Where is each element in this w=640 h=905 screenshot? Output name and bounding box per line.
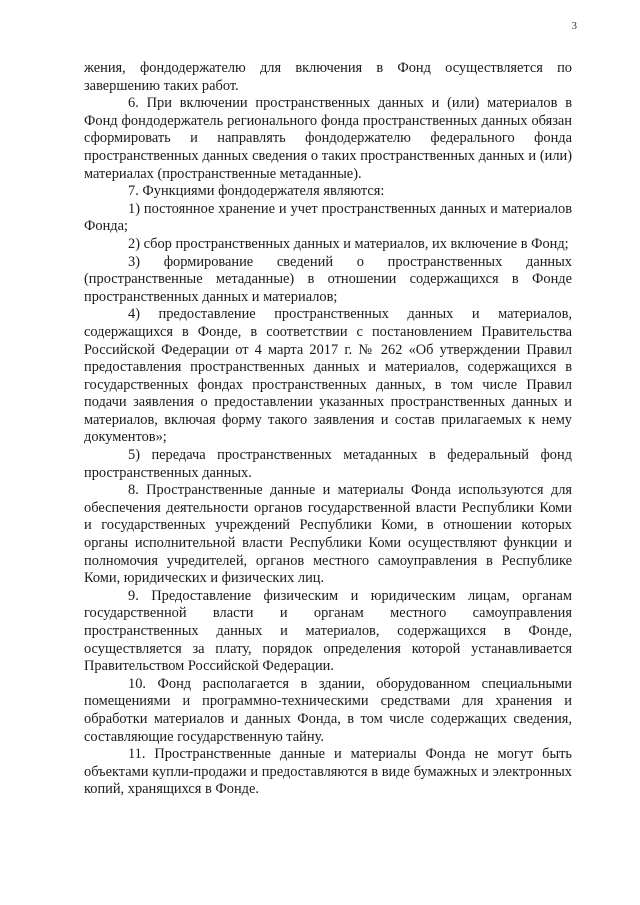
paragraph-11: 11. Пространственные данные и материалы Фонда не могут быть объектами купли-продажи и предоставляются в виде бумажных и электронных копий, хранящихся в Фонде. <box>84 746 572 798</box>
list-item-5: 5) передача пространственных метаданных в федеральный фонд пространственных данных. <box>84 447 572 481</box>
paragraph-8: 8. Пространственные данные и материалы Фонда используются для обеспечения деятельности органов государственной власти Республики Коми и государственных учреждений Республики Коми, в отношении которых органы исполнительной власти Республики Коми осуществляют функции и полномочия учредителей, органов местного самоуправления в Республике Коми, юридических и физических лиц. <box>84 482 572 587</box>
list-item-4: 4) предоставление пространственных данных и материалов, содержащихся в Фонде, в соответствии с постановлением Правительства Российской Федерации от 4 марта 2017 г. № 262 «Об утверждении Правил предоставления пространственных данных и материалов, содержащихся в государственных фондах пространственных данных, в том числе Правил подачи заявления о предоставлении указанных пространственных данных и материалов, включая форму такого заявления и состав прилагаемых к нему документов»; <box>84 306 572 446</box>
list-item-3: 3) формирование сведений о пространственных данных (пространственные метаданные) в отношении содержащихся в Фонде пространственных данных и материалов; <box>84 253 572 305</box>
page-number: 3 <box>571 20 577 32</box>
paragraph-10: 10. Фонд располагается в здании, оборудованном специальными помещениями и программно-техническими средствами для хранения и обработки материалов и данных Фонда, в том числе содержащих сведения, составляющие государственную тайну. <box>84 675 572 745</box>
paragraph-7: 7. Функциями фондодержателя являются: <box>128 183 385 200</box>
paragraph-6: 6. При включении пространственных данных и (или) материалов в Фонд фондодержатель регионального фонда пространственных данных обязан сформировать и направлять фондодержателю федерального фонда пространственных данных сведения о таких пространственных данных и (или) материалах (пространственные метаданные). <box>84 95 572 182</box>
list-item-2: 2) сбор пространственных данных и материалов, их включение в Фонд; <box>128 235 569 252</box>
document-body <box>84 60 572 799</box>
list-item-1: 1) постоянное хранение и учет пространственных данных и материалов Фонда; <box>84 200 572 235</box>
paragraph-continuation: жения, фондодержателю для включения в Фонд осуществляется по завершению таких работ. <box>84 60 572 94</box>
paragraph-9: 9. Предоставление физическим и юридическим лицам, органам государственной власти и органам местного самоуправления пространственных данных и материалов, содержащихся в Фонде, осуществляется за плату, порядок определения которой устанавливается Правительством Российской Федерации. <box>84 587 572 675</box>
